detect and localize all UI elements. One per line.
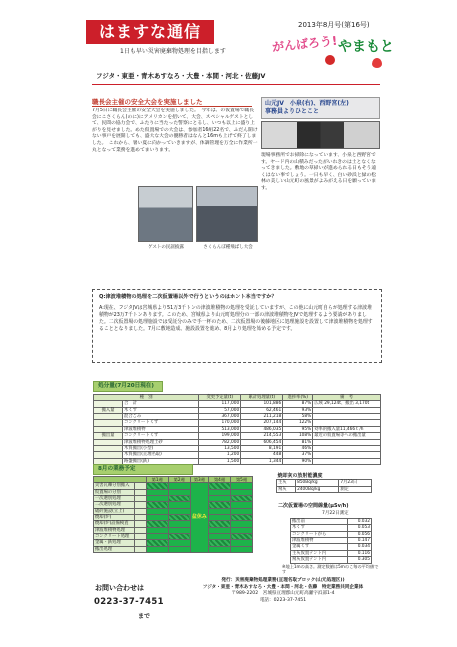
progress-cell-plan: 13,500 bbox=[199, 445, 241, 451]
progress-cell-kind: 混合ごみ bbox=[123, 414, 199, 420]
progress-cell-done: 8,191 bbox=[241, 445, 283, 451]
progress-heading: 処分量(7月20日現在) bbox=[93, 381, 163, 392]
schedule-week-cell bbox=[146, 546, 168, 552]
progress-cell-note: 最近の仮置場等への搬出量 bbox=[313, 433, 381, 439]
dose-cell-label: 主灰仮置テント内 bbox=[291, 550, 348, 556]
progress-cell-done: 214,553 bbox=[241, 433, 283, 439]
brand-text: やまもと bbox=[338, 39, 394, 55]
footer-line-1: 発行：災害廃棄物処理業務(亘理名取ブロック(山元処理区)) bbox=[221, 578, 345, 583]
slogan-logo bbox=[272, 35, 338, 54]
dose-cell-label: 津波堆積物 bbox=[291, 538, 348, 544]
dose-cell-value: 0.032 bbox=[348, 519, 372, 525]
progress-cell-rate: 81% bbox=[283, 439, 313, 445]
progress-table bbox=[93, 394, 381, 465]
schedule-task-label: 搬出処理 bbox=[94, 546, 135, 552]
footer-line-4: 電話：0223-37-7451 bbox=[259, 597, 307, 603]
dose-cell-label: 金属くず bbox=[291, 544, 348, 550]
progress-cell-rate: 37% bbox=[283, 452, 313, 458]
progress-cell-group: 搬入量 bbox=[94, 407, 123, 413]
radiation-fly-date: 測定 bbox=[339, 486, 372, 492]
progress-cell-plan: 117,000 bbox=[199, 401, 241, 407]
progress-cell-kind: 津波堆積物処理土砂 bbox=[123, 439, 199, 445]
progress-row bbox=[94, 426, 381, 432]
header-divider bbox=[92, 84, 380, 85]
dose-cell-value: 0.147 bbox=[348, 538, 372, 544]
profile-names: 山元JV 小泉(右)、西野宮(左) bbox=[265, 100, 349, 107]
safety-heading: 職長会主催の安全大会を実施しました bbox=[92, 98, 252, 107]
photo-folk-song bbox=[138, 186, 193, 242]
contact-phone: 0223-37-7451 bbox=[94, 597, 164, 607]
progress-cell-done: 211,218 bbox=[241, 414, 283, 420]
progress-cell-note: 効率的搬入量11,466ｔ/h bbox=[313, 426, 381, 432]
dose-cell-label: コンクリートがら bbox=[291, 531, 348, 537]
jv-companies: フジタ・東亜・青木あすなろ・大豊・本間・河北・佐藤JV bbox=[96, 72, 266, 80]
schedule-task-label: 焼却(炉) bbox=[94, 515, 135, 521]
progress-cell-rate: 108% bbox=[283, 433, 313, 439]
schedule-task-label: 仮置場の分別 bbox=[94, 489, 135, 495]
caption-left: ゲストの民謡披露 bbox=[148, 245, 184, 250]
progress-cell-kind: 木くず bbox=[123, 407, 199, 413]
progress-cell-done: 62,461 bbox=[241, 407, 283, 413]
progress-cell-kind: 合 計 bbox=[123, 401, 199, 407]
col-plan: 変更予定量(t) bbox=[199, 395, 241, 401]
progress-cell-done: 448 bbox=[241, 452, 283, 458]
schedule-col-week2: 第2週 bbox=[168, 477, 190, 483]
radiation-row-fly bbox=[277, 486, 372, 492]
contact-suffix: まで bbox=[138, 613, 151, 620]
safety-body: 7月5日に職長会主催の安全大会を実施しました。 今年は、の仮置場で職長会にこさくらん(のに)にアメリカンを招いて、大会、スペシャルゲストとして、民間の協力会で、ふたりに当たった警察にとるし、いつも以上に盛り上がりを見せました。めた仮置場での大会は、参加者16組22名で、ふだん開けない事戸を展開しても、盛大な大会の優勝者はなんと16mも上げて終了しました。 これから、暑い夏に向かっていきますが、体調管理を万全に作業所一丸となって業務を進めてまいります。 bbox=[92, 108, 258, 153]
schedule-task-label: 二次選別処理 bbox=[94, 502, 135, 508]
progress-cell-plan: 199,000 bbox=[199, 433, 241, 439]
radiation-table bbox=[276, 473, 372, 493]
apple-icon bbox=[325, 55, 335, 67]
radiation-main-date: 7月23日 bbox=[339, 480, 372, 486]
col-done: 累計処理量(t) bbox=[241, 395, 283, 401]
issue-number: 2013年8月号(第16号) bbox=[298, 21, 370, 29]
progress-cell-done: 101,886 bbox=[241, 401, 283, 407]
progress-cell-plan: 1,200 bbox=[199, 452, 241, 458]
progress-cell-rate: 87% bbox=[283, 401, 313, 407]
schedule-col-week4: 第4週 bbox=[209, 477, 231, 483]
progress-cell-plan: 367,000 bbox=[199, 414, 241, 420]
radiation-fly-label: 飛灰 bbox=[277, 486, 296, 492]
footer-line-2: フジタ・東亜・青木あすなろ・大豊・本間・河北・佐藤 特定業務共同企業体 bbox=[202, 584, 364, 590]
profile-subheading: 事務員よりひとこと bbox=[265, 107, 320, 115]
strawberry-icon bbox=[372, 58, 382, 70]
dose-cell-value: 0.116 bbox=[348, 550, 372, 556]
dose-cell-label: 木くず bbox=[291, 525, 348, 531]
profile-photo bbox=[261, 121, 380, 149]
progress-row bbox=[94, 401, 381, 407]
photo-seed-spitting bbox=[196, 186, 258, 242]
progress-cell-done: 207,144 bbox=[241, 420, 283, 426]
col-kind: 種 別 bbox=[94, 395, 199, 401]
publisher-footer bbox=[183, 578, 383, 605]
footer-line-3: 〒989-2202 宮城県亘理郡山元町高瀬字浜部1-4 bbox=[231, 591, 335, 597]
progress-cell-rate: 58% bbox=[283, 414, 313, 420]
radiation-main-value: 850Bq/kg bbox=[296, 480, 339, 486]
dose-note: ※地上1mの高さ。測定数値は5mのこ毎の平均値です bbox=[282, 564, 379, 575]
schedule-task-sub bbox=[134, 546, 146, 552]
schedule-week-cell bbox=[231, 546, 253, 552]
schedule-task-label: 一次選別処理 bbox=[94, 495, 135, 501]
dose-cell-value: 0.034 bbox=[348, 544, 372, 550]
schedule-col-week5: 第5週 bbox=[231, 477, 253, 483]
schedule-task-label: 破砕施設(立上) bbox=[94, 508, 135, 514]
dose-title: 二次仮置場の空間線量(μSv/h) bbox=[278, 503, 349, 509]
dose-cell-label: 搬出前 bbox=[291, 519, 348, 525]
progress-row bbox=[94, 433, 381, 439]
profile-header bbox=[261, 97, 380, 119]
progress-cell-done: 1,344 bbox=[241, 458, 283, 464]
schedule-task-label: 焼却(炉)設備検査 bbox=[94, 521, 135, 527]
contact-title: お問い合わせは bbox=[95, 584, 144, 592]
radiation-fly-value: 2400Bq/kg bbox=[296, 486, 339, 492]
schedule-week-cell bbox=[209, 546, 231, 552]
schedule-col-week1: 第1週 bbox=[146, 477, 168, 483]
dose-table bbox=[290, 518, 372, 564]
progress-cell-plan: 57,000 bbox=[199, 407, 241, 413]
dose-row bbox=[291, 557, 372, 563]
progress-cell-rate: 90% bbox=[283, 458, 313, 464]
dose-date: 7月22日測定 bbox=[322, 511, 349, 516]
qa-answer: A:現在、フジタJVは宮城県より51万3千トンの津波堆積物の処理を受託していますが、この他に山元町自らが処理する津波堆積物が23万7千トンあります。このため、宮城県より山元町処理分の一部の津波堆積物をJVで処理するよう要請がありました。二次仮置場の処理施設では受託分のみで手一杯のため、二次仮置場の後藤地区に処理施設を設置して津波堆積物を処理することとなりました。7月に敷地造成、施設設置を進め、8月より処理を始める予定です。 bbox=[99, 304, 373, 332]
progress-cell-kind: 路盤搬出(鉄) bbox=[123, 458, 199, 464]
schedule-heading: 8月の業務予定 bbox=[93, 464, 193, 475]
schedule-task-label: 金属・鉄処理 bbox=[94, 540, 135, 546]
qa-box bbox=[92, 289, 382, 363]
schedule-task-label: コンクリート処理 bbox=[94, 534, 135, 540]
progress-cell-kind: 木質搬出(亘理名取) bbox=[123, 452, 199, 458]
progress-cell-plan: 170,000 bbox=[199, 420, 241, 426]
progress-cell-kind: 木質搬出(小型) bbox=[123, 445, 199, 451]
safety-body-tail bbox=[92, 190, 134, 238]
progress-cell-plan: 1,500 bbox=[199, 458, 241, 464]
progress-cell-note: 広域 29,124t、搬出 3,170t bbox=[313, 401, 381, 407]
dose-cell-value: 0.305 bbox=[348, 557, 372, 563]
progress-cell-kind: コンクリートくず bbox=[123, 420, 199, 426]
schedule-closed-cell: 盆休み bbox=[190, 483, 208, 553]
progress-cell-rate: 93% bbox=[283, 407, 313, 413]
dose-cell-label: 飛灰仮置テント内 bbox=[291, 557, 348, 563]
col-note: 備 考 bbox=[313, 395, 381, 401]
brand-logo bbox=[338, 40, 394, 54]
radiation-title: 焼却灰の放射能濃度 bbox=[277, 473, 323, 479]
caption-right: さくらんぼ種飛ばし大会 bbox=[203, 245, 253, 250]
progress-cell-group: 搬出量 bbox=[94, 433, 123, 439]
dose-cell-value: 0.053 bbox=[348, 525, 372, 531]
newsletter-subtitle: 1日も早い災害廃棄物処理を目指します bbox=[120, 48, 226, 55]
progress-cell-done: 486,035 bbox=[241, 426, 283, 432]
progress-cell-plan: 513,000 bbox=[199, 426, 241, 432]
slogan-text: がんばろう! bbox=[271, 33, 339, 55]
profile-body: 現場事務所でお掃除になっています、小泉と西野宮です。ヤード内の山積みだったがいれきのは土となくなってきました。敷地の草掃いが進められる日もそう遠くはない事でしょう。一日も早く、白い砂浜と緑の松林の美しい山元町の風景がよみがえる日を願っています。 bbox=[261, 153, 377, 192]
progress-cell-rate: 46% bbox=[283, 445, 313, 451]
dose-cell-value: 0.056 bbox=[348, 531, 372, 537]
radiation-main-label: 主灰 bbox=[277, 480, 296, 486]
progress-cell-rate: 122% bbox=[283, 420, 313, 426]
schedule-col-week3: 第3週 bbox=[190, 477, 208, 483]
schedule-task-label: 津波堆積物処理 bbox=[94, 527, 135, 533]
progress-cell-kind: 津波堆積物 bbox=[123, 426, 199, 432]
newsletter-title: はますな通信 bbox=[86, 20, 214, 44]
progress-cell-done: 606,454 bbox=[241, 439, 283, 445]
progress-cell-kind: コンクリートくず bbox=[123, 433, 199, 439]
progress-cell-plan: 782,000 bbox=[199, 439, 241, 445]
progress-cell-rate: 95% bbox=[283, 426, 313, 432]
schedule-row bbox=[94, 546, 253, 552]
schedule-table bbox=[93, 476, 253, 553]
schedule-task-label: 災害瓦礫分別搬入 bbox=[94, 483, 135, 489]
col-rate: 進捗率(%) bbox=[283, 395, 313, 401]
schedule-week-cell bbox=[168, 546, 190, 552]
qa-question: Q:津波堆積物の処理を二次仮置場以外で行うというのはホント本当ですか？ bbox=[99, 294, 277, 300]
progress-cell-note bbox=[313, 458, 381, 464]
